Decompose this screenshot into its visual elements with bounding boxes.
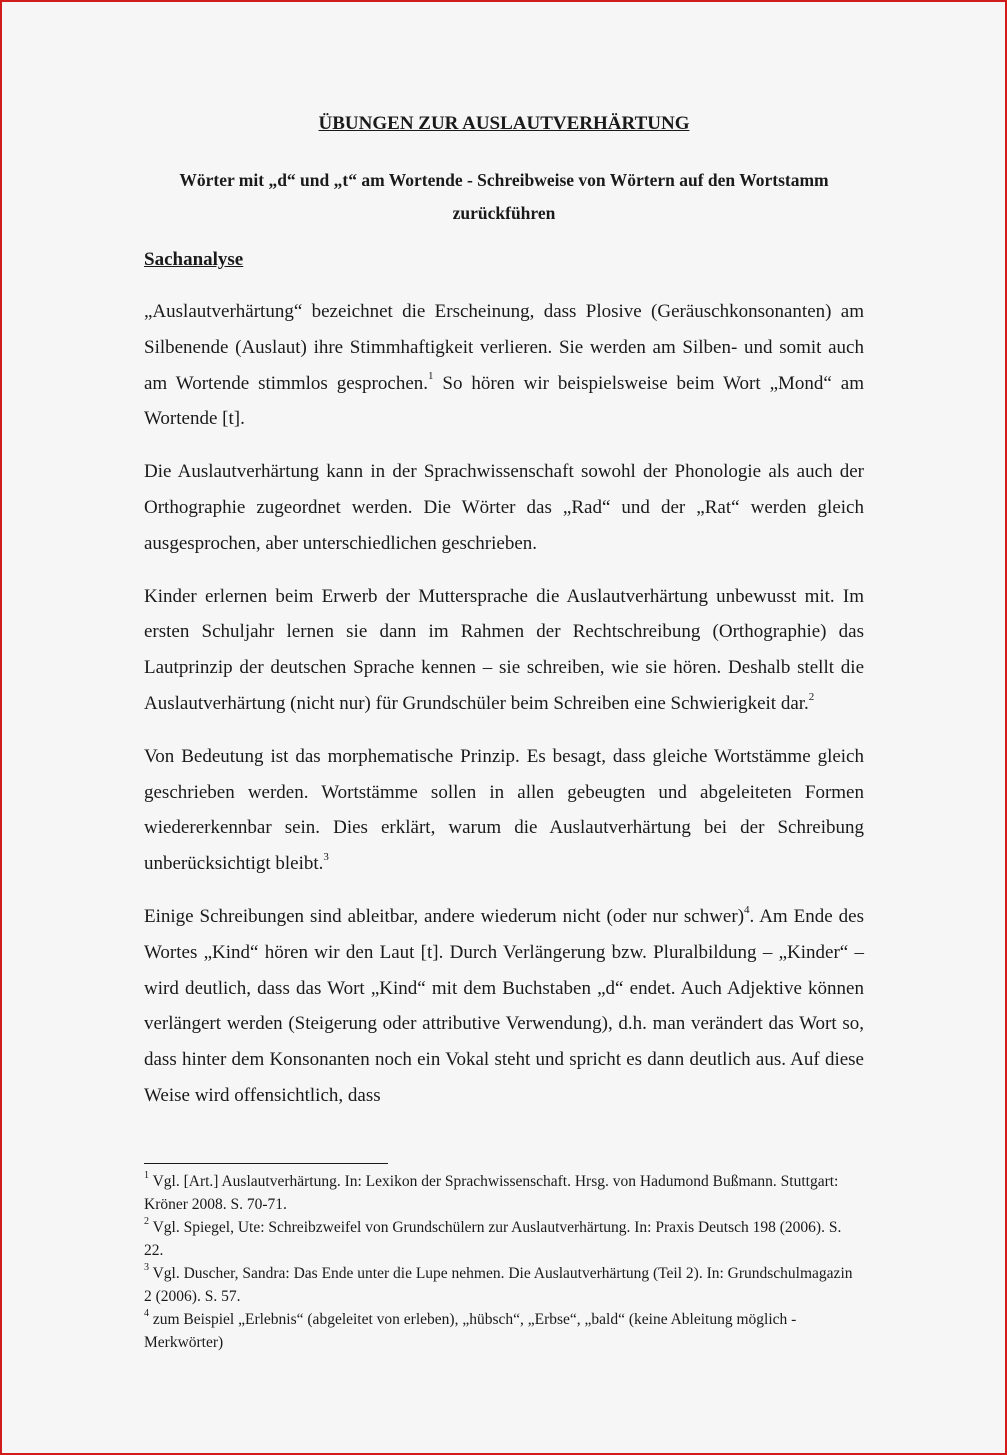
paragraph-1-text-b: So hören wir beispielsweise beim Wort „Mond“ am Wortende [t]. — [144, 372, 864, 430]
footnote-2 — [144, 1216, 864, 1262]
footnote-number: 1 — [144, 1169, 149, 1181]
paragraph-1-text-a: „Auslautverhärtung“ bezeichnet die Erscheinung, dass Plosive (Geräuschkonsonanten) am Silbenende (Auslaut) ihre Stimmhaftigkeit verlieren. Sie werden am Silben- und somit auch am Wortende stimmlos gesprochen. — [144, 301, 864, 394]
paragraph-5-text-b: . Am Ende des Wortes „Kind“ hören wir den Laut [t]. Durch Verlängerung bzw. Pluralbildung – „Kinder“ – wird deutlich, dass das Wort „Kind“ mit dem Buchstaben „d“ endet. Auch Adjektive können verlängert werden (Steigerung oder attributive Verwendung), d.h. man verändert das Wort so, dass hinter dem Konsonanten noch ein Vokal steht und spricht es dann deutlich aus. Auf diese Weise wird offensichtlich, dass — [144, 905, 864, 1106]
footnote-4 — [144, 1308, 864, 1354]
footnote-3 — [144, 1262, 864, 1308]
subtitle-line-2: zurückführen — [452, 203, 556, 223]
footnote-text: Vgl. Duscher, Sandra: Das Ende unter die Lupe nehmen. Die Auslautverhärtung (Teil 2). In: Grundschulmagazin 2 (2006). S. 57. — [144, 1265, 853, 1305]
document-subtitle — [144, 164, 864, 230]
footnote-ref-3[interactable]: 3 — [323, 850, 329, 863]
paragraph-3-text: Kinder erlernen beim Erwerb der Muttersprache die Auslautverhärtung unbewusst mit. Im ersten Schuljahr lernen sie dann im Rahmen der Rechtschreibung (Orthographie) das Lautprinzip der deutschen Sprache kennen – sie schreiben, wie sie hören. Deshalb stellt die Auslautverhärtung (nicht nur) für Grundschüler beim Schreiben eine Schwierigkeit dar. — [144, 585, 864, 714]
section-heading-sachanalyse: Sachanalyse — [144, 249, 244, 270]
subtitle-line-1: Wörter mit „d“ und „t“ am Wortende - Schreibweise von Wörtern auf den Wortstamm — [179, 170, 829, 190]
paragraph-4-text: Von Bedeutung ist das morphematische Prinzip. Es besagt, dass gleiche Wortstämme gleich geschrieben werden. Wortstämme sollen in allen gebeugten und abgeleiteten Formen wiedererkennbar sein. Dies erklärt, warum die Auslautverhärtung bei der Schreibung unberücksichtigt bleibt. — [144, 745, 864, 875]
footnote-ref-2[interactable]: 2 — [808, 690, 815, 703]
footnote-ref-4[interactable]: 4 — [744, 903, 750, 916]
paragraph-4 — [144, 739, 864, 882]
footnote-text: Vgl. [Art.] Auslautverhärtung. In: Lexikon der Sprachwissenschaft. Hrsg. von Hadumond Bußmann. Stuttgart: Kröner 2008. S. 70-71. — [144, 1173, 839, 1213]
footnote-number: 3 — [144, 1261, 149, 1273]
paragraph-5-text-a: Einige Schreibungen sind ableitbar, andere wiederum nicht (oder nur schwer) — [144, 905, 745, 927]
paragraph-5 — [144, 899, 864, 1114]
footnote-text: Vgl. Spiegel, Ute: Schreibzweifel von Grundschülern zur Auslautverhärtung. In: Praxis Deutsch 198 (2006). S. 22. — [144, 1219, 842, 1259]
paragraph-3 — [144, 579, 864, 722]
footnote-ref-1[interactable]: 1 — [428, 370, 434, 383]
paragraph-1 — [144, 294, 864, 437]
footnote-number: 4 — [144, 1307, 149, 1319]
footnote-1 — [144, 1170, 864, 1216]
document-title: ÜBUNGEN ZUR AUSLAUTVERHÄRTUNG — [318, 113, 690, 134]
footnote-separator — [144, 1163, 388, 1164]
footnote-text: zum Beispiel „Erlebnis“ (abgeleitet von erleben), „hübsch“, „Erbse“, „bald“ (keine Ableitung möglich - Merkwörter) — [144, 1311, 797, 1351]
document-body — [144, 110, 864, 1131]
footnotes — [144, 1170, 864, 1354]
footnote-number: 2 — [144, 1215, 149, 1227]
paragraph-2: Die Auslautverhärtung kann in der Sprachwissenschaft sowohl der Phonologie als auch der Orthographie zugeordnet werden. Die Wörter das „Rad“ und der „Rat“ werden gleich ausgesprochen, aber unterschiedlichen geschrieben. — [144, 461, 864, 554]
